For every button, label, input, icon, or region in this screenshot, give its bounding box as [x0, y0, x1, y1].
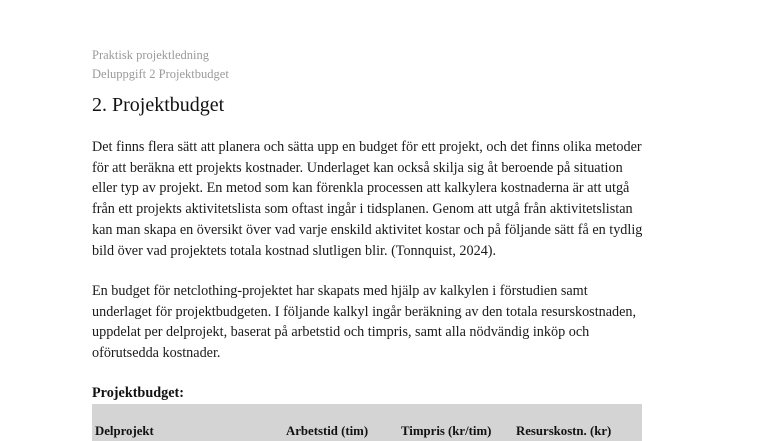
document-header-course: Praktisk projektledning: [92, 48, 209, 62]
paragraph-intro: [92, 137, 642, 261]
table-title: Projektbudget:: [92, 385, 184, 401]
column-header-resurskostnad: Resurskostn. (kr): [516, 424, 612, 438]
budget-table-header: [92, 404, 642, 441]
paragraph-line: eller typ av projekt. En metod som kan förenkla processen att kalkylera kostnaderna är att utgå: [92, 180, 630, 197]
paragraph-line: bild över vad projektets totala kostnad slutligen blir. (Tonnquist, 2024).: [92, 242, 497, 259]
paragraph-line: uppdelat per delprojekt, baserat på arbetstid och timpris, samt alla nödvändig inköp och: [92, 324, 590, 341]
paragraph-line: Det finns flera sätt att planera och sätta upp en budget för ett projekt, och det finns olika metoder: [92, 139, 642, 155]
column-header-arbetstid: Arbetstid (tim): [286, 424, 369, 438]
document-header-assignment: Deluppgift 2 Projektbudget: [92, 67, 229, 81]
paragraph-line: från ett projekts aktivitetslista som oftast ingår i tidsplanen. Genom att utgå från aktivitetslistan: [92, 201, 633, 218]
section-heading: 2. Projektbudget: [92, 94, 225, 116]
column-header-timpris: Timpris (kr/tim): [401, 424, 492, 438]
paragraph-line: En budget för netclothing-projektet har skapats med hjälp av kalkylen i förstudien samt: [92, 283, 588, 299]
column-header-delprojekt: Delprojekt: [95, 424, 154, 438]
paragraph-budget: [92, 281, 636, 364]
paragraph-line: kan man skapa en översikt över vad varje enskild aktivitet kostar och på följande sätt få en tydlig: [92, 221, 643, 238]
paragraph-line: underlaget för projektbudgeten. I följande kalkyl ingår beräkning av den totala resurskostnaden,: [92, 303, 637, 320]
paragraph-line: för att beräkna ett projekts kostnader. Underlaget kan också skilja sig åt beroende på situation: [92, 159, 623, 176]
paragraph-line: oförutsedda kostnader.: [92, 345, 221, 362]
